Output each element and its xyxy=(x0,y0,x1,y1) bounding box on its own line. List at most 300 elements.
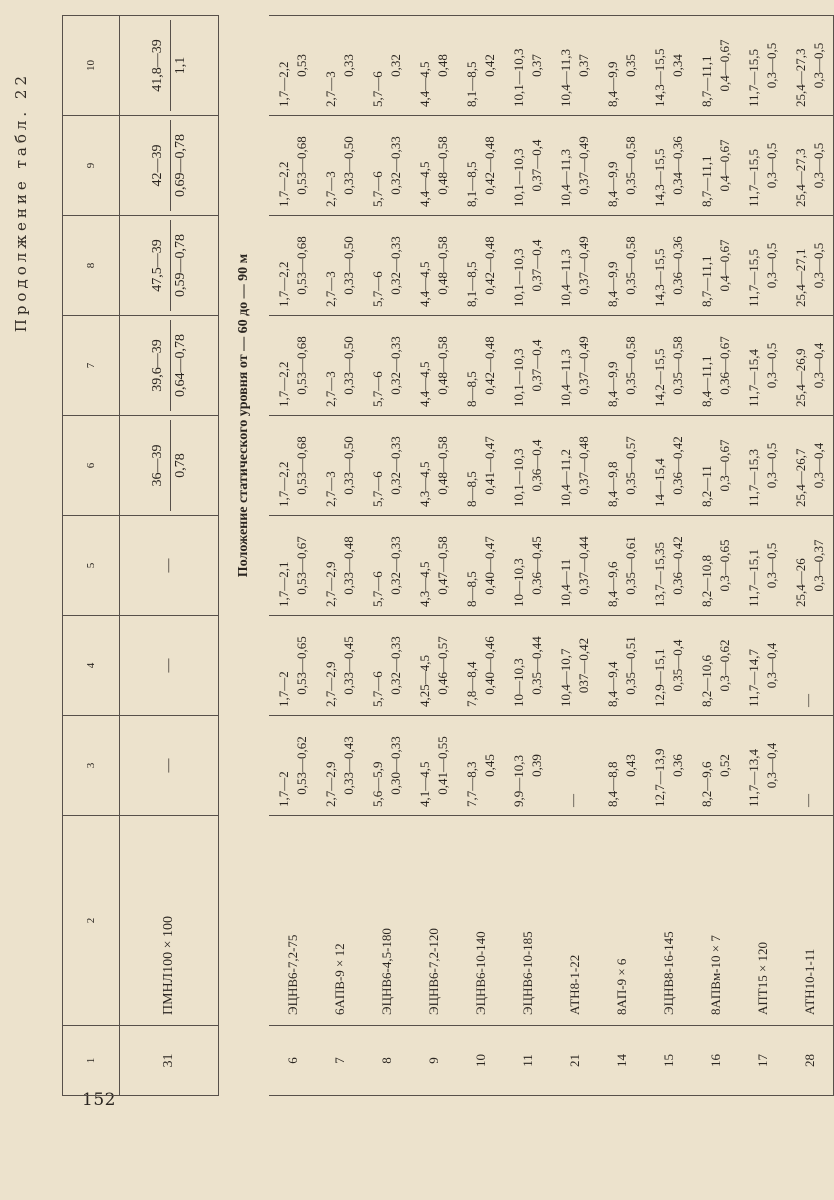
cell-value: 0,3—0,5 xyxy=(764,242,779,289)
table-cell xyxy=(120,416,219,516)
cell-value: 0,37—0,44 xyxy=(576,536,591,595)
cell-value: 0,32—0,33 xyxy=(388,636,403,695)
table-cell xyxy=(504,316,551,416)
cell-value: 0,48—0,58 xyxy=(435,336,450,395)
table-row xyxy=(504,16,551,1096)
cell-value: 1,7—2,2 xyxy=(276,161,291,207)
cell-value: 0,33—0,50 xyxy=(341,136,356,195)
cell-value: 5,6—5,9 xyxy=(370,761,385,807)
table-row xyxy=(598,16,645,1096)
table-row xyxy=(786,16,834,1096)
cell-value: 0,35—0,4 xyxy=(670,639,685,692)
cell-value: 0,4—0,67 xyxy=(717,39,732,92)
cell-value: 0,33—0,45 xyxy=(341,636,356,695)
row-number: 8 xyxy=(363,1026,410,1096)
cell-value: 8—8,5 xyxy=(464,571,479,607)
cell-value: 0,39 xyxy=(529,754,544,777)
cell-value: 5,7—6 xyxy=(370,371,385,407)
cell-value: 0,3—0,4 xyxy=(811,442,826,489)
table-cell xyxy=(269,616,316,716)
cell-value: — xyxy=(161,558,176,573)
cell-value: 0,37 xyxy=(529,54,544,77)
cell-value: 0,53—0,67 xyxy=(294,536,309,595)
cell-value: 8,4—9,4 xyxy=(605,661,620,707)
table-cell xyxy=(410,216,457,316)
cell-value: 0,3—0,5 xyxy=(764,442,779,489)
cell-value: 10,4—11,3 xyxy=(558,248,573,307)
table-cell xyxy=(363,316,410,416)
cell-value: 14,3—15,5 xyxy=(652,148,667,207)
cell-value: 4,4—4,5 xyxy=(417,361,432,407)
row-number: 17 xyxy=(739,1026,786,1096)
cell-value: 4,3—4,5 xyxy=(417,461,432,507)
cell-value: 25,4—27,1 xyxy=(793,248,808,307)
pump-model: АТН8-1-22 xyxy=(551,816,598,1026)
pump-model: ЭЦНВ6-4,5-180 xyxy=(363,816,410,1026)
table-cell xyxy=(316,16,363,116)
cell-value: 8,7—11,1 xyxy=(699,255,714,307)
cell-value: 0,33—0,43 xyxy=(341,736,356,795)
table-cell xyxy=(551,216,598,316)
cell-value: 1,7—2,2 xyxy=(276,461,291,507)
cell-value: 8,4—9,9 xyxy=(605,261,620,307)
cell-value: 0,3—0,62 xyxy=(717,639,732,692)
table-cell xyxy=(363,16,410,116)
cell-value: 0,42 xyxy=(482,54,497,77)
cell-value: 8,4—8,8 xyxy=(605,761,620,807)
table-cell xyxy=(598,116,645,216)
cell-value: 8,4—9,8 xyxy=(605,461,620,507)
cell-value: 0,35—0,51 xyxy=(623,636,638,695)
cell-value: 0,37—0,4 xyxy=(529,239,544,292)
cell-value: 8,1—8,5 xyxy=(464,161,479,207)
cell-value: 0,53—0,68 xyxy=(294,236,309,295)
cell-value: 0,78 xyxy=(170,420,188,511)
table-cell xyxy=(692,116,739,216)
cell-value: 0,3—0,4 xyxy=(764,642,779,689)
cell-value: 0,33—0,48 xyxy=(341,536,356,595)
row-number: 10 xyxy=(457,1026,504,1096)
cell-value: 0,41—0,55 xyxy=(435,736,450,795)
cell-value: 4,4—4,5 xyxy=(417,261,432,307)
cell-value: 0,34—0,36 xyxy=(670,136,685,195)
table-cell xyxy=(786,316,834,416)
table-cell xyxy=(692,216,739,316)
cell-value: 5,7—6 xyxy=(370,271,385,307)
cell-value: 10,4—11,3 xyxy=(558,48,573,107)
cell-value: 0,35—0,58 xyxy=(670,336,685,395)
table-cell xyxy=(269,116,316,216)
table-cell xyxy=(786,416,834,516)
cell-value: 11,7—15,4 xyxy=(746,348,761,407)
table-cell xyxy=(692,616,739,716)
cell-value: 0,33 xyxy=(341,54,356,77)
table-cell xyxy=(786,716,834,816)
cell-value: 0,35—0,58 xyxy=(623,236,638,295)
cell-value: 0,48—0,58 xyxy=(435,236,450,295)
cell-value: 8,4—9,9 xyxy=(605,61,620,107)
cell-value: 0,34 xyxy=(670,54,685,77)
cell-value: 9,9—10,3 xyxy=(511,755,526,807)
pump-model: ЭЦНВ6-10-140 xyxy=(457,816,504,1026)
table-row xyxy=(739,16,786,1096)
table-cell xyxy=(316,516,363,616)
table-cell xyxy=(316,216,363,316)
cell-value: 0,36—0,67 xyxy=(717,336,732,395)
table-cell xyxy=(504,416,551,516)
table-cell xyxy=(598,16,645,116)
table-cell xyxy=(316,316,363,416)
table-cell xyxy=(410,16,457,116)
cell-value: 0,32—0,33 xyxy=(388,436,403,495)
cell-value: 10,1—10,3 xyxy=(511,48,526,107)
cell-value: 8—8,5 xyxy=(464,471,479,507)
table-cell xyxy=(504,516,551,616)
table-caption: Продолжение табл. 22 xyxy=(12,72,30,333)
cell-value: 0,53 xyxy=(294,54,309,77)
table-cell xyxy=(363,716,410,816)
table-cell xyxy=(410,116,457,216)
table-cell xyxy=(120,716,219,816)
row-number: 7 xyxy=(316,1026,363,1096)
table-cell xyxy=(786,116,834,216)
table-cell xyxy=(692,716,739,816)
table-cell xyxy=(457,216,504,316)
cell-value: 0,43 xyxy=(623,754,638,777)
table-cell xyxy=(269,16,316,116)
table-cell xyxy=(692,316,739,416)
cell-value: 0,36 xyxy=(670,754,685,777)
cell-value: 0,3—0,37 xyxy=(811,539,826,592)
header-number: 7 xyxy=(63,316,120,416)
cell-value: 0,3—0,5 xyxy=(764,42,779,89)
pump-model: АТН10-1-11 xyxy=(786,816,834,1026)
header-number: 1 xyxy=(63,1026,120,1096)
cell-value: 0,37—0,49 xyxy=(576,236,591,295)
cell-value: 10—10,3 xyxy=(511,658,526,707)
table-cell xyxy=(410,516,457,616)
table-cell xyxy=(551,416,598,516)
table-cell xyxy=(645,516,692,616)
header-number: 9 xyxy=(63,116,120,216)
cell-value: 36—39 xyxy=(149,444,165,487)
cell-value: 0,52 xyxy=(717,754,732,777)
cell-value: 5,7—6 xyxy=(370,71,385,107)
table-cell xyxy=(786,516,834,616)
table-cell xyxy=(504,216,551,316)
table-cell xyxy=(120,216,219,316)
table-cell xyxy=(598,316,645,416)
cell-value: 0,53—0,68 xyxy=(294,436,309,495)
header-number-row xyxy=(63,16,120,1096)
table-cell xyxy=(120,516,219,616)
cell-value: 0,3—0,65 xyxy=(717,539,732,592)
table-cell xyxy=(739,716,786,816)
cell-value: 5,7—6 xyxy=(370,571,385,607)
cell-value: 0,35—0,61 xyxy=(623,536,638,595)
cell-value: 8,2—10,8 xyxy=(699,555,714,607)
cell-value: 0,37—0,4 xyxy=(529,139,544,192)
cell-value: 0,40—0,47 xyxy=(482,536,497,595)
header-number: 10 xyxy=(63,16,120,116)
table-cell xyxy=(363,516,410,616)
cell-value: 0,37—0,49 xyxy=(576,336,591,395)
cell-value: 0,37—0,4 xyxy=(529,339,544,392)
cell-value: 0,48—0,58 xyxy=(435,436,450,495)
table-cell xyxy=(551,316,598,416)
header-number: 8 xyxy=(63,216,120,316)
cell-value: 2,7—2,9 xyxy=(323,661,338,707)
cell-value: 14—15,4 xyxy=(652,458,667,507)
cell-value: 0,32—0,33 xyxy=(388,536,403,595)
cell-value: 10,1—10,3 xyxy=(511,248,526,307)
cell-value: 0,4—0,67 xyxy=(717,139,732,192)
cell-value: 8,4—9,9 xyxy=(605,361,620,407)
cell-value: 0,36—0,42 xyxy=(670,536,685,595)
cell-value: 0,35—0,44 xyxy=(529,636,544,695)
cell-value: 1,7—2,1 xyxy=(276,561,291,607)
cell-value: 0,36—0,4 xyxy=(529,439,544,492)
cell-value: 0,3—0,5 xyxy=(764,342,779,389)
row-number: 16 xyxy=(692,1026,739,1096)
cell-value: 0,35—0,58 xyxy=(623,136,638,195)
cell-value: 11,7—15,5 xyxy=(746,248,761,307)
cell-value: 2,7—3 xyxy=(323,371,338,407)
table-cell xyxy=(363,116,410,216)
cell-value: 8,4—11,1 xyxy=(699,355,714,407)
table-cell xyxy=(739,516,786,616)
cell-value: 0,48—0,58 xyxy=(435,136,450,195)
pump-model: ЭЦНВ6-10-185 xyxy=(504,816,551,1026)
table-cell xyxy=(692,416,739,516)
cell-value: 10,4—11,3 xyxy=(558,148,573,207)
table-cell xyxy=(410,616,457,716)
cell-value: 0,53—0,65 xyxy=(294,636,309,695)
cell-value: 4,4—4,5 xyxy=(417,161,432,207)
table-cell xyxy=(645,416,692,516)
table-cell xyxy=(457,16,504,116)
table-cell xyxy=(645,716,692,816)
table-cell xyxy=(739,316,786,416)
cell-value: 0,35—0,58 xyxy=(623,336,638,395)
cell-value: 5,7—6 xyxy=(370,171,385,207)
cell-value: 0,53—0,68 xyxy=(294,336,309,395)
cell-value: 10,4—11,2 xyxy=(558,448,573,507)
cell-value: 0,37 xyxy=(576,54,591,77)
cell-value: 4,1—4,5 xyxy=(417,761,432,807)
table-cell xyxy=(645,16,692,116)
table-cell xyxy=(739,616,786,716)
pump-model: 8АП-9 × 6 xyxy=(598,816,645,1026)
cell-value: 41,8—39 xyxy=(149,39,165,92)
cell-value: 10,4—10,7 xyxy=(558,648,573,707)
cell-value: 0,59—0,78 xyxy=(170,220,188,311)
table-cell xyxy=(410,416,457,516)
cell-value: 11,7—15,1 xyxy=(746,548,761,607)
table-cell xyxy=(645,316,692,416)
cell-value: 0,32—0,33 xyxy=(388,136,403,195)
table-cell xyxy=(739,216,786,316)
cell-value: 0,37—0,48 xyxy=(576,436,591,495)
cell-value: 10,4—11,3 xyxy=(558,348,573,407)
cell-value: 8,1—8,5 xyxy=(464,61,479,107)
table-cell xyxy=(457,316,504,416)
pump-model: АПТ15 × 120 xyxy=(739,816,786,1026)
cell-value: 7,7—8,3 xyxy=(464,761,479,807)
cell-value: 1,7—2,2 xyxy=(276,261,291,307)
table-cell xyxy=(269,416,316,516)
cell-value: 0,69—0,78 xyxy=(170,120,188,211)
cell-value: 0,3—0,5 xyxy=(764,142,779,189)
cell-value: 0,48 xyxy=(435,54,450,77)
pump-model: ЭЦНВ8-16-145 xyxy=(645,816,692,1026)
cell-value: 0,33—0,50 xyxy=(341,336,356,395)
cell-value: 11,7—14,7 xyxy=(746,648,761,707)
cell-value: 25,4—27,3 xyxy=(793,148,808,207)
table-cell xyxy=(316,416,363,516)
cell-value: 1,7—2 xyxy=(276,671,291,707)
cell-value: 10,1—10,3 xyxy=(511,148,526,207)
table-cell xyxy=(120,316,219,416)
table-cell xyxy=(316,116,363,216)
cell-value: 2,7—3 xyxy=(323,471,338,507)
cell-value: 4,3—4,5 xyxy=(417,561,432,607)
table-cell xyxy=(269,216,316,316)
section-title: Положение статического уровня от — 60 до — 90 м xyxy=(236,253,251,578)
table-row xyxy=(551,16,598,1096)
table-cell xyxy=(504,116,551,216)
cell-value: 0,3—0,4 xyxy=(764,742,779,789)
table-cell xyxy=(551,16,598,116)
cell-value: 11,7—15,5 xyxy=(746,48,761,107)
cell-value: 0,3—0,5 xyxy=(811,142,826,189)
table-cell xyxy=(457,716,504,816)
cell-value: 8,2—10,6 xyxy=(699,655,714,707)
table-cell xyxy=(598,616,645,716)
cell-value: 0,47—0,58 xyxy=(435,536,450,595)
cell-value: 8,2—11 xyxy=(699,465,714,507)
cell-value: 47,5—39 xyxy=(149,239,165,292)
cell-value: 1,7—2 xyxy=(276,771,291,807)
pump-model: ЭЦНВ6-7,2-75 xyxy=(269,816,316,1026)
cell-value: 12,7—13,9 xyxy=(652,748,667,807)
cell-value: 0,40—0,46 xyxy=(482,636,497,695)
table-cell xyxy=(363,216,410,316)
row-number: 11 xyxy=(504,1026,551,1096)
cell-value: 0,35—0,57 xyxy=(623,436,638,495)
cell-value: 14,3—15,5 xyxy=(652,48,667,107)
cell-value: 11,7—15,5 xyxy=(746,148,761,207)
cell-value: 0,36—0,36 xyxy=(670,236,685,295)
table-cell xyxy=(598,416,645,516)
table-row xyxy=(645,16,692,1096)
table-cell xyxy=(786,216,834,316)
table-cell xyxy=(551,616,598,716)
table-cell xyxy=(692,516,739,616)
cell-value: 0,42—0,48 xyxy=(482,236,497,295)
table-cell xyxy=(786,16,834,116)
cell-value: 0,36—0,42 xyxy=(670,436,685,495)
header-number: 5 xyxy=(63,516,120,616)
table-cell xyxy=(645,116,692,216)
cell-value: 10,1—10,3 xyxy=(511,348,526,407)
cell-value: 2,7—2,9 xyxy=(323,561,338,607)
table-cell xyxy=(316,716,363,816)
section-row xyxy=(219,16,270,1096)
cell-value: 0,3—0,67 xyxy=(717,439,732,492)
header-number: 3 xyxy=(63,716,120,816)
cell-value: 5,7—6 xyxy=(370,471,385,507)
table-cell xyxy=(504,716,551,816)
table-cell xyxy=(410,716,457,816)
cell-value: 2,7—3 xyxy=(323,71,338,107)
cell-value: 14,3—15,5 xyxy=(652,248,667,307)
table-cell xyxy=(269,716,316,816)
cell-value: 0,35 xyxy=(623,54,638,77)
cell-value: 1,7—2,2 xyxy=(276,61,291,107)
table-cell xyxy=(457,116,504,216)
cell-value: 25,4—26,9 xyxy=(793,348,808,407)
header-number: 2 xyxy=(63,816,120,1026)
cell-value: 0,42—0,48 xyxy=(482,336,497,395)
header-number: 4 xyxy=(63,616,120,716)
cell-value: 8,4—9,6 xyxy=(605,561,620,607)
cell-value: 42—39 xyxy=(149,144,165,187)
pump-model: ЭЦНВ6-7,2-120 xyxy=(410,816,457,1026)
table-cell xyxy=(504,616,551,716)
table-cell xyxy=(457,416,504,516)
cell-value: 0,53—0,68 xyxy=(294,136,309,195)
cell-value: 0,30—0,33 xyxy=(388,736,403,795)
pump-model: ПМНЛ100 × 100 xyxy=(120,816,219,1026)
page-number: 152 xyxy=(82,1090,116,1110)
cell-value: 0,37—0,49 xyxy=(576,136,591,195)
pump-model: 6АПВ-9 × 12 xyxy=(316,816,363,1026)
table-cell xyxy=(120,116,219,216)
table-row xyxy=(269,16,316,1096)
table-cell xyxy=(316,616,363,716)
cell-value: 4,25—4,5 xyxy=(417,655,432,707)
cell-value: 0,42—0,48 xyxy=(482,136,497,195)
cell-value: 037—0,42 xyxy=(576,637,591,694)
cell-value: 0,45 xyxy=(482,754,497,777)
table-cell xyxy=(363,416,410,516)
cell-value: — xyxy=(161,758,176,773)
cell-value: 2,7—2,9 xyxy=(323,761,338,807)
cell-value: 0,32—0,33 xyxy=(388,336,403,395)
cell-value: 8,7—11,1 xyxy=(699,55,714,107)
cell-value: 4,4—4,5 xyxy=(417,61,432,107)
pump-table xyxy=(62,15,834,1096)
row-number: 28 xyxy=(786,1026,834,1096)
row-number: 21 xyxy=(551,1026,598,1096)
table-row-31 xyxy=(120,16,219,1096)
cell-value: 1,1 xyxy=(170,20,188,111)
cell-value: 0,3—0,4 xyxy=(811,342,826,389)
table-cell xyxy=(645,616,692,716)
row-number: 9 xyxy=(410,1026,457,1096)
table-cell xyxy=(457,516,504,616)
row-number: 15 xyxy=(645,1026,692,1096)
row-number: 6 xyxy=(269,1026,316,1096)
cell-value: — xyxy=(161,658,176,673)
table-row xyxy=(316,16,363,1096)
cell-value: 0,33—0,50 xyxy=(341,236,356,295)
table-cell xyxy=(551,116,598,216)
cell-value: 11,7—15,3 xyxy=(746,448,761,507)
cell-value: 5,7—6 xyxy=(370,671,385,707)
table-cell xyxy=(551,516,598,616)
